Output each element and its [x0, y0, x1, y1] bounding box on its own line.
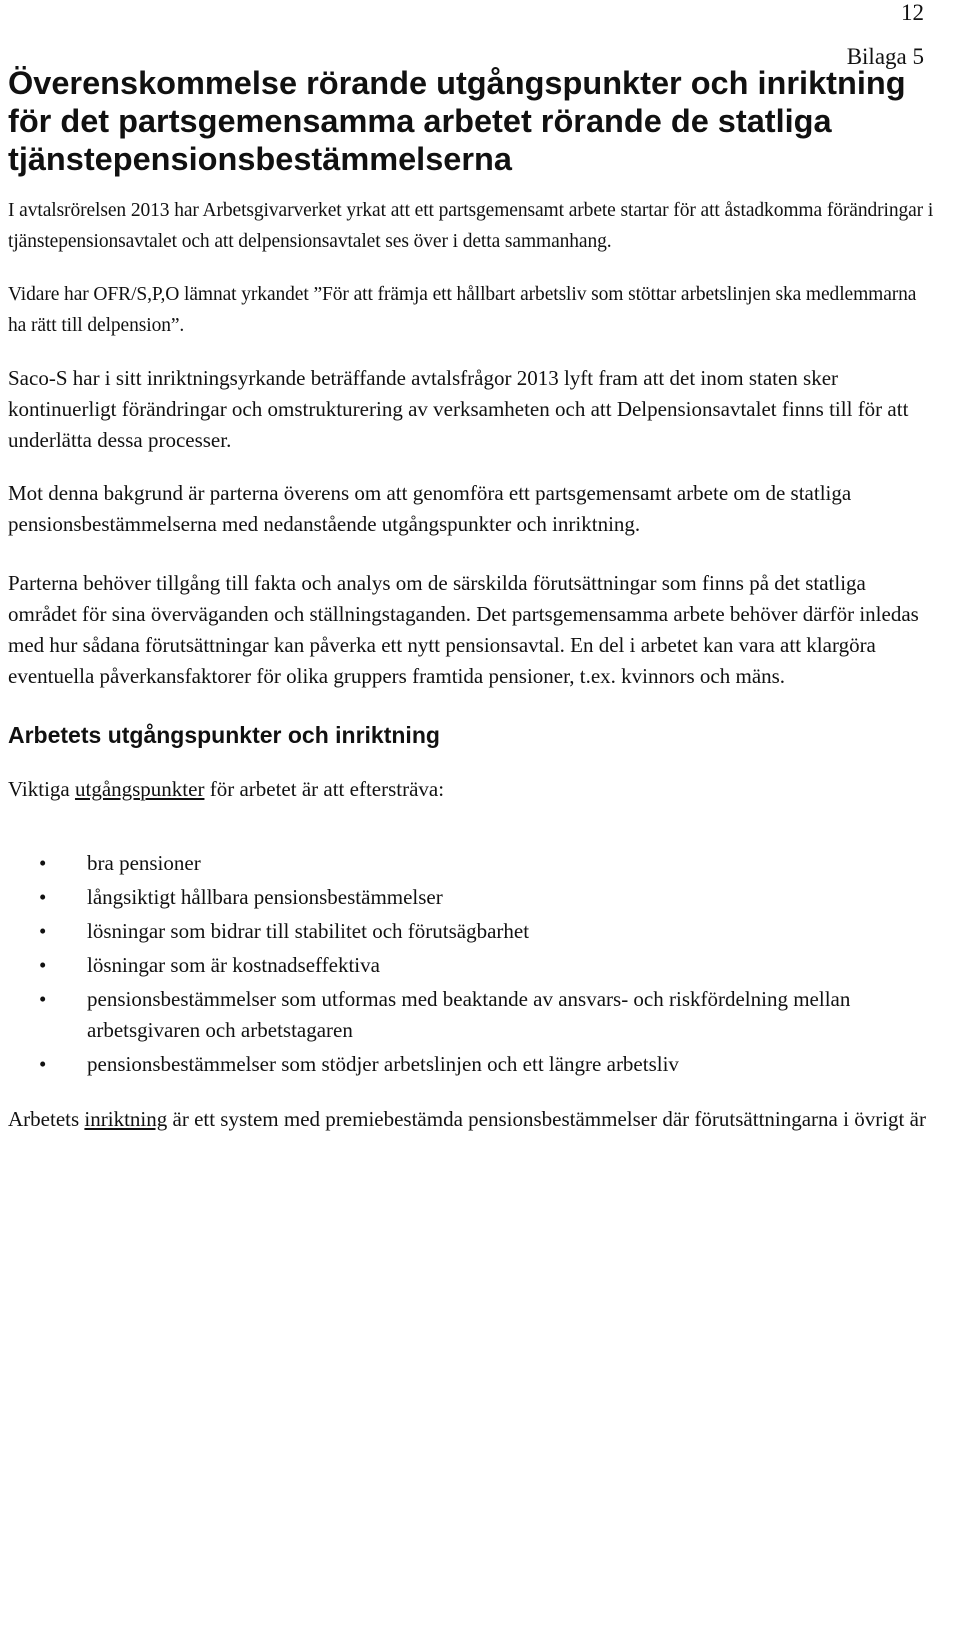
page-number: 12 — [901, 0, 924, 25]
goals-list — [8, 848, 938, 1080]
bullet-icon: • — [39, 885, 47, 909]
document-body — [8, 64, 938, 1135]
paragraph-demand-saco: Saco-S har i sitt inriktningsyrkande beträffande avtalsfrågor 2013 lyft fram att det inom staten sker kontinuerligt förändringar och omstrukturering av verksamheten och att Delpensionsavtalet finns till för att underlätta dessa processer. — [8, 366, 909, 452]
underlined-term: inriktning — [84, 1107, 168, 1131]
paragraph-facts-analysis: Parterna behöver tillgång till fakta och analys om de särskilda förutsättningar som finns på det statliga området för sina överväganden och ställningstaganden. Det partsgemensamma arbete behöver därför inledas med hur sådana förutsättningar kan påverka ett nytt pensionsavtal. En del i arbetet kan vara att klargöra eventuella påverkansfaktorer för olika gruppers framtida pensioner, t.ex. kvinnors och mäns. — [8, 571, 919, 688]
list-item: • lösningar som är kostnadseffektiva — [8, 950, 938, 981]
underlined-term: utgångspunkter — [74, 777, 205, 801]
bullet-icon: • — [39, 987, 47, 1011]
list-item: • bra pensioner — [8, 848, 938, 879]
paragraph-direction: Arbetets inriktning är ett system med premiebestämda pensionsbestämmelser där förutsättningarna i övrigt är — [8, 1107, 926, 1131]
paragraph-demand-employer: I avtalsrörelsen 2013 har Arbetsgivarverket yrkat att ett partsgemensamt arbete startar för att åstadkomma förändringar i tjänstepensionsavtalet och att delpensionsavtalet ses över i detta sammanhang. — [8, 200, 934, 252]
annex-label: Bilaga 5 — [846, 44, 924, 69]
bullet-icon: • — [39, 919, 47, 943]
paragraph-agreement: Mot denna bakgrund är parterna överens om att genomföra ett partsgemensamt arbete om de statliga pensionsbestämmelserna med nedanstående utgångspunkter och inriktning. — [8, 481, 852, 536]
list-item: • lösningar som bidrar till stabilitet och förutsägbarhet — [8, 916, 938, 947]
document-title: Överenskommelse rörande utgångspunkter och inriktning för det partsgemensamma arbetet rörande de statliga tjänstepensionsbestämmelserna — [8, 65, 906, 177]
section-intro: Viktiga utgångspunkter för arbetet är att eftersträva: — [8, 777, 445, 801]
bullet-icon: • — [39, 1052, 47, 1076]
bullet-icon: • — [39, 851, 47, 875]
list-item: • pensionsbestämmelser som utformas med beaktande av ansvars- och riskfördelning mellan arbetsgivaren och arbetstagaren — [8, 984, 938, 1046]
list-item: • pensionsbestämmelser som stödjer arbetslinjen och ett längre arbetsliv — [8, 1049, 938, 1080]
paragraph-demand-ofr: Vidare har OFR/S,P,O lämnat yrkandet ”För att främja ett hållbart arbetsliv som stöttar arbetslinjen ska medlemmarna ha rätt till delpension”. — [8, 284, 917, 336]
section-heading: Arbetets utgångspunkter och inriktning — [8, 722, 440, 748]
bullet-icon: • — [39, 953, 47, 977]
list-item: • långsiktigt hållbara pensionsbestämmelser — [8, 882, 938, 913]
